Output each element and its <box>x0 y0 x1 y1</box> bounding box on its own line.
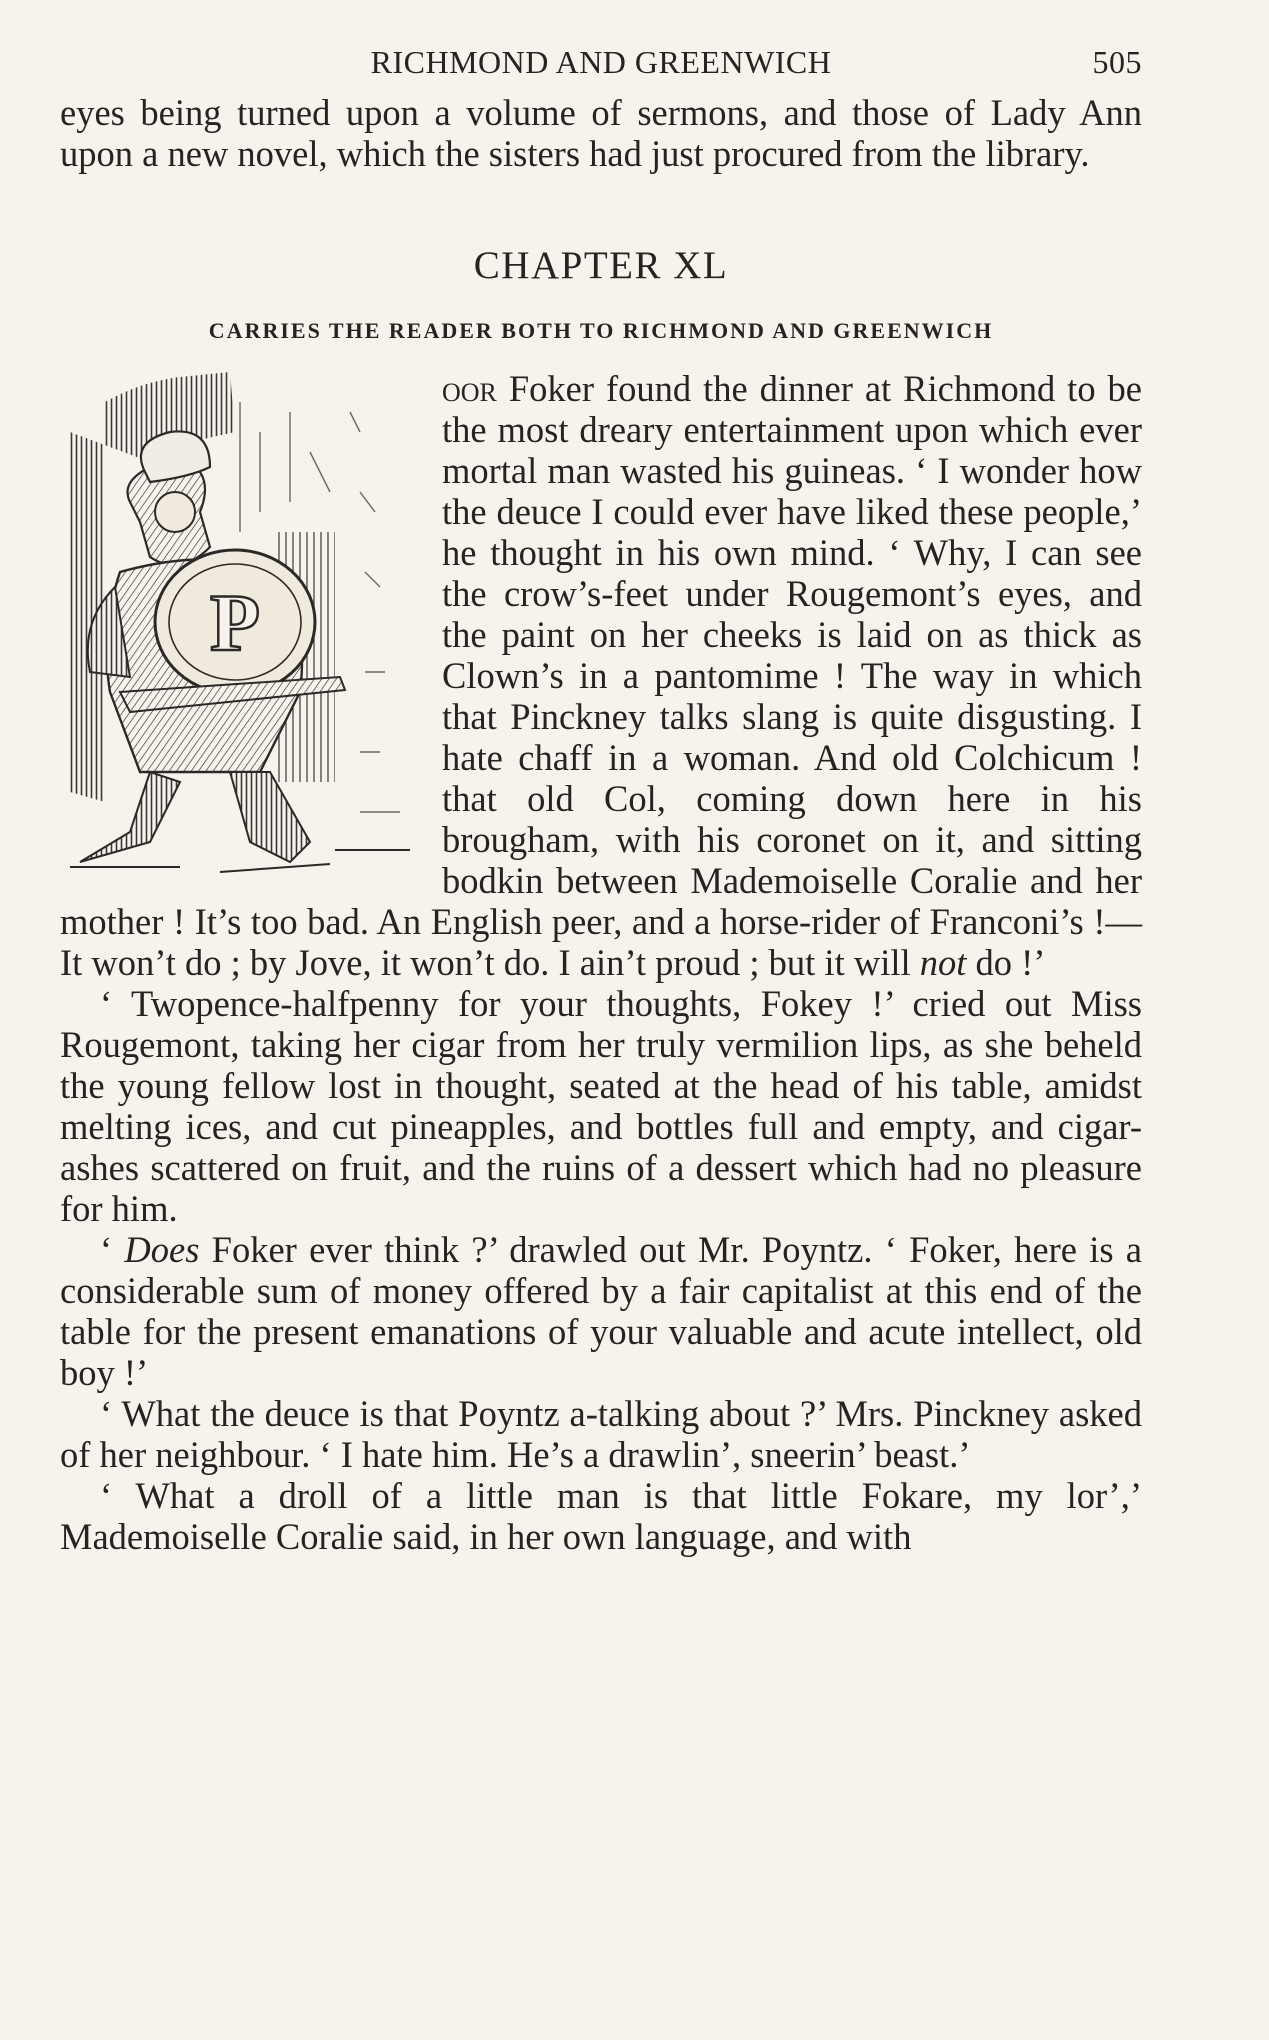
emphasis-not: not <box>919 942 967 983</box>
paragraph-opening-end: do !’ <box>966 942 1046 983</box>
chapter-title: CHAPTER XL <box>473 244 729 287</box>
paragraph-does-foker <box>60 1229 1142 1393</box>
paragraph-opening-text: Foker found the dinner at Richmond to be the most dreary entertainment upon which ever mortal man wasted his guineas. ‘ I wonder how the deuce I could ever have liked these people,’ he thought in his own mind. ‘ Why, I can see the crow’s-feet under Rougemont’s eyes, and the paint on her cheeks is laid on as thick as Clown’s in a pantomime ! The way in which that Pinckney talks slang is quite disgusting. I hate chaff in a woman. And old Colchicum ! that old Col, coming down here in his brougham, with his coronet on it, and sitting bodkin between Mademoiselle Coralie and her mother ! It’s too bad. An English peer, and a horse-rider of Franconi’s !—It won’t do ; by Jove, it won’t do. I ain’t proud ; but it will <box>60 368 1142 983</box>
paragraph-twopence: ‘ Twopence-halfpenny for your thoughts, Fokey !’ cried out Miss Rougemont, taking her cigar from her truly vermilion lips, as she beheld the young fellow lost in thought, seated at the head of his table, amidst melting ices, and cut pineapples, and bottles full and empty, and cigar-ashes scattered on fruit, and the ruins of a dessert which had no pleasure for him. <box>60 983 1142 1229</box>
quote-open: ‘ <box>100 1229 125 1270</box>
emphasis-does: Does <box>124 1229 200 1270</box>
paragraph-coralie: ‘ What a droll of a little man is that little Fokare, my lor’,’ Mademoiselle Coralie said, in her own language, and with <box>60 1475 1142 1557</box>
running-head <box>60 40 1142 92</box>
paragraph-does-foker-text: Foker ever think ?’ drawled out Mr. Poyntz. ‘ Foker, here is a considerable sum of money offered by a fair capitalist at this end of the table for the present emanations of your valuable and acute intellect, old boy !’ <box>60 1229 1142 1393</box>
dropcap-letter: P <box>209 577 261 668</box>
chef-illustration-icon <box>60 372 430 882</box>
dropcap-illustration <box>60 372 430 882</box>
chapter-subtitle: CARRIES THE READER BOTH TO RICHMOND AND GREENWICH <box>208 318 994 343</box>
page-number: 505 <box>1092 44 1142 80</box>
paragraph-continued: eyes being turned upon a volume of sermons, and those of Lady Ann upon a new novel, which the sisters had just procured from the library. <box>60 92 1142 174</box>
paragraph-poyntz: ‘ What the deuce is that Poyntz a-talking about ?’ Mrs. Pinckney asked of her neighbour. ‘ I hate him. He’s a drawlin’, sneerin’ beast.’ <box>60 1393 1142 1475</box>
running-title: RICHMOND AND GREENWICH <box>370 44 832 80</box>
opening-smallcaps: oor <box>442 368 497 409</box>
book-page <box>60 40 1142 1557</box>
